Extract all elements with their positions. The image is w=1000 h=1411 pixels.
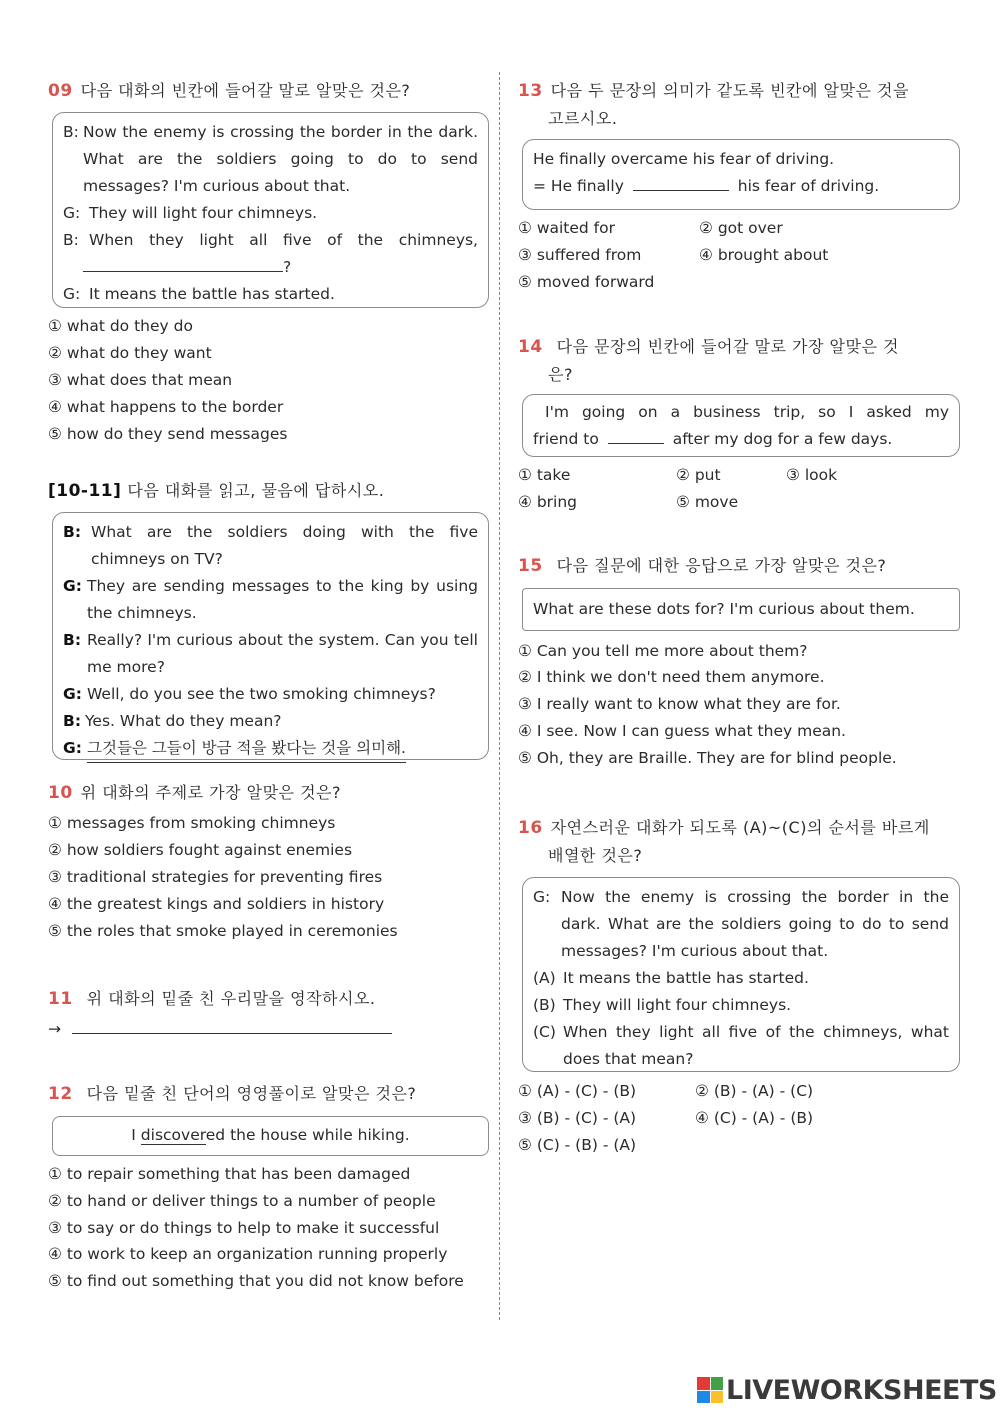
q10-prompt: 위 대화의 주제로 가장 알맞은 것은? (80, 783, 341, 802)
q13-prompt-line-2: 고르시오. (548, 109, 618, 128)
item-text: When they light all five of the chimneys, what does that mean? (563, 1023, 949, 1068)
q11-number: 11 (48, 989, 73, 1009)
q09-option-4[interactable]: ④ what happens to the border (48, 398, 284, 416)
item-text: They will light four chimneys. (563, 996, 792, 1014)
sentence-end: his fear of driving. (737, 177, 880, 195)
q14-sentence-box (522, 394, 960, 457)
q16-dialog-box (522, 877, 960, 1072)
speaker: G: (63, 577, 82, 595)
logo-text: LIVEWORKSHEETS (726, 1374, 997, 1406)
dialog-line (63, 519, 478, 573)
q10-option-3[interactable]: ③ traditional strategies for preventing fires (48, 868, 383, 886)
q12-number: 12 (48, 1084, 73, 1104)
q12-prompt: 다음 밑줄 친 단어의 영영풀이로 알맞은 것은? (86, 1084, 417, 1103)
q09-dialog-line-4 (63, 281, 478, 308)
q14-heading (518, 333, 954, 388)
speaker: G: (63, 739, 82, 757)
q10-11-heading (48, 477, 488, 505)
logo-mark-icon (697, 1377, 723, 1403)
q09-dialog-line-3 (63, 227, 478, 254)
dialog-text: Now the enemy is crossing the border in the dark. What are the soldiers going to do to send messages? I'm curious about that. (83, 123, 478, 195)
q15-option-1[interactable]: ① Can you tell me more about them? (518, 642, 808, 660)
q13-number: 13 (518, 81, 543, 101)
q12-option-5[interactable]: ⑤ to find out something that you did not know before (48, 1272, 464, 1290)
arrow-icon: → (48, 1020, 61, 1038)
q14-option-4[interactable]: ④ bring (518, 493, 578, 511)
dialog-line (63, 627, 478, 681)
dialog-text: They will light four chimneys. (89, 204, 318, 222)
dialog-text: Really? I'm curious about the system. Can you tell me more? (87, 631, 478, 676)
q09-prompt: 다음 대화의 빈칸에 들어갈 말로 알맞은 것은? (80, 81, 411, 100)
q14-sentence-line-2 (533, 426, 949, 453)
q12-option-2[interactable]: ② to hand or deliver things to a number of people (48, 1192, 436, 1210)
q10-option-5[interactable]: ⑤ the roles that smoke played in ceremonies (48, 922, 398, 940)
sentence-end: after my dog for a few days. (672, 430, 893, 448)
logo-square (697, 1377, 710, 1390)
sentence-start: friend to (533, 430, 599, 448)
q11-answer-blank[interactable] (72, 1018, 392, 1034)
q09-heading (48, 77, 488, 105)
q09-dialog-line-2 (63, 200, 478, 227)
logo-square (711, 1377, 724, 1390)
q13-sentence-1: He finally overcame his fear of driving. (533, 150, 835, 168)
q13-option-5[interactable]: ⑤ moved forward (518, 273, 655, 291)
dialog-text: Now the enemy is crossing the border in the dark. What are the soldiers going to do to send messages? I'm curious about that. (561, 888, 949, 960)
q16-number: 16 (518, 818, 543, 838)
q09-dialog-box (52, 112, 489, 308)
dialog-line (63, 708, 478, 735)
speaker: B: (63, 523, 82, 541)
item-text: It means the battle has started. (563, 969, 809, 987)
q14-answer-blank[interactable] (608, 428, 664, 444)
q13-answer-blank[interactable] (633, 175, 729, 191)
q11-answer-line (48, 1016, 392, 1043)
q10-option-4[interactable]: ④ the greatest kings and soldiers in history (48, 895, 385, 913)
q16-item-c (533, 1019, 949, 1073)
q13-option-2[interactable]: ② got over (699, 219, 783, 237)
q11-prompt: 위 대화의 밑줄 친 우리말을 영작하시오. (86, 989, 376, 1008)
q13-option-1[interactable]: ① waited for (518, 219, 615, 237)
q16-option-4[interactable]: ④ (C) - (A) - (B) (695, 1109, 814, 1127)
item-label: (B) (533, 996, 556, 1014)
q15-option-5[interactable]: ⑤ Oh, they are Braille. They are for blind people. (518, 749, 897, 767)
q12-heading (48, 1080, 488, 1108)
dialog-text: It means the battle has started. (89, 285, 335, 303)
dialog-text: What are the soldiers doing with the five chimneys on TV? (91, 523, 478, 568)
sentence-start: I (131, 1126, 141, 1144)
q16-heading (518, 814, 954, 869)
speaker: B: (63, 712, 82, 730)
q14-option-3[interactable]: ③ look (786, 466, 838, 484)
q12-option-4[interactable]: ④ to work to keep an organization running properly (48, 1245, 448, 1263)
liveworksheets-logo (697, 1375, 997, 1405)
q14-number: 14 (518, 337, 543, 357)
q12-option-3[interactable]: ③ to say or do things to help to make it successful (48, 1219, 440, 1237)
q13-heading (518, 77, 954, 132)
logo-square (697, 1391, 710, 1404)
q12-option-1[interactable]: ① to repair something that has been damaged (48, 1165, 411, 1183)
q14-option-1[interactable]: ① take (518, 466, 571, 484)
dialog-text: When they light all five of the chimneys, (89, 231, 478, 249)
q15-heading (518, 552, 954, 580)
q14-option-2[interactable]: ② put (676, 466, 721, 484)
q10-11-dialog-box (52, 512, 489, 760)
dialog-text: Yes. What do they mean? (85, 712, 282, 730)
q15-prompt: 다음 질문에 대한 응답으로 가장 알맞은 것은? (556, 556, 887, 575)
q14-option-5[interactable]: ⑤ move (676, 493, 739, 511)
q09-blank-line (63, 254, 478, 281)
q10-11-prompt: 다음 대화를 읽고, 물음에 답하시오. (127, 481, 385, 500)
q10-option-1[interactable]: ① messages from smoking chimneys (48, 814, 336, 832)
q09-number: 09 (48, 81, 73, 101)
sentence-end: ed the house while hiking. (205, 1126, 410, 1144)
underlined-korean-text: 그것들은 그들이 방금 적을 봤다는 것을 의미해. (87, 735, 406, 763)
q09-option-2[interactable]: ② what do they want (48, 344, 212, 362)
q14-prompt-line-1: 다음 문장의 빈칸에 들어갈 말로 가장 알맞은 것 (556, 337, 899, 356)
q13-sentence-2 (533, 173, 949, 200)
speaker: G: (533, 888, 551, 906)
q16-option-3[interactable]: ③ (B) - (C) - (A) (518, 1109, 637, 1127)
q15-question-box (522, 588, 960, 631)
column-divider (499, 72, 500, 1320)
blank-end: ? (283, 258, 292, 276)
q15-option-3[interactable]: ③ I really want to know what they are for. (518, 695, 841, 713)
q13-sentence-box (522, 139, 960, 210)
underlined-word: discover (140, 1126, 206, 1144)
q15-option-2[interactable]: ② I think we don't need them anymore. (518, 668, 825, 686)
q09-option-1[interactable]: ① what do they do (48, 317, 193, 335)
q15-option-4[interactable]: ④ I see. Now I can guess what they mean. (518, 722, 846, 740)
q14-prompt-line-2: 은? (548, 365, 573, 384)
dialog-text: Well, do you see the two smoking chimneys? (87, 685, 436, 703)
q11-heading (48, 985, 488, 1013)
item-label: (A) (533, 969, 556, 987)
logo-square (711, 1391, 724, 1404)
q09-option-5[interactable]: ⑤ how do they send messages (48, 425, 288, 443)
q09-option-3[interactable]: ③ what does that mean (48, 371, 233, 389)
speaker: B: (63, 231, 79, 249)
q13-option-4[interactable]: ④ brought about (699, 246, 829, 264)
q16-prompt-line-2: 배열한 것은? (548, 846, 643, 865)
q15-question: What are these dots for? I'm curious about them. (533, 600, 915, 618)
item-label: (C) (533, 1023, 556, 1041)
q12-sentence-box (52, 1116, 489, 1156)
q10-heading (48, 779, 488, 807)
dialog-line (63, 573, 478, 627)
speaker: B: (63, 631, 82, 649)
answer-blank[interactable] (83, 256, 283, 272)
q09-dialog-line-1 (63, 119, 478, 200)
q16-prompt-line-1: 자연스러운 대화가 되도록 (A)~(C)의 순서를 바르게 (550, 818, 930, 837)
speaker: G: (63, 204, 81, 222)
q14-sentence-line-1: I'm going on a business trip, so I asked my (545, 403, 949, 421)
q15-number: 15 (518, 556, 543, 576)
q16-item-b (533, 992, 949, 1019)
dialog-line (63, 681, 478, 708)
q10-number: 10 (48, 783, 73, 803)
q10-11-range: [10-11] (48, 481, 122, 501)
q16-item-a (533, 965, 949, 992)
q16-option-2[interactable]: ② (B) - (A) - (C) (695, 1082, 814, 1100)
speaker: B: (63, 123, 79, 141)
dialog-line (63, 735, 478, 763)
q13-prompt-line-1: 다음 두 문장의 의미가 같도록 빈칸에 알맞은 것을 (550, 81, 909, 100)
sentence-start: = He finally (533, 177, 624, 195)
q16-dialog-g (533, 884, 949, 965)
speaker: G: (63, 285, 81, 303)
dialog-text: They are sending messages to the king by using the chimneys. (87, 577, 478, 622)
q13-option-3[interactable]: ③ suffered from (518, 246, 642, 264)
q16-option-5[interactable]: ⑤ (C) - (B) - (A) (518, 1136, 637, 1154)
q16-option-1[interactable]: ① (A) - (C) - (B) (518, 1082, 637, 1100)
q10-option-2[interactable]: ② how soldiers fought against enemies (48, 841, 353, 859)
speaker: G: (63, 685, 82, 703)
